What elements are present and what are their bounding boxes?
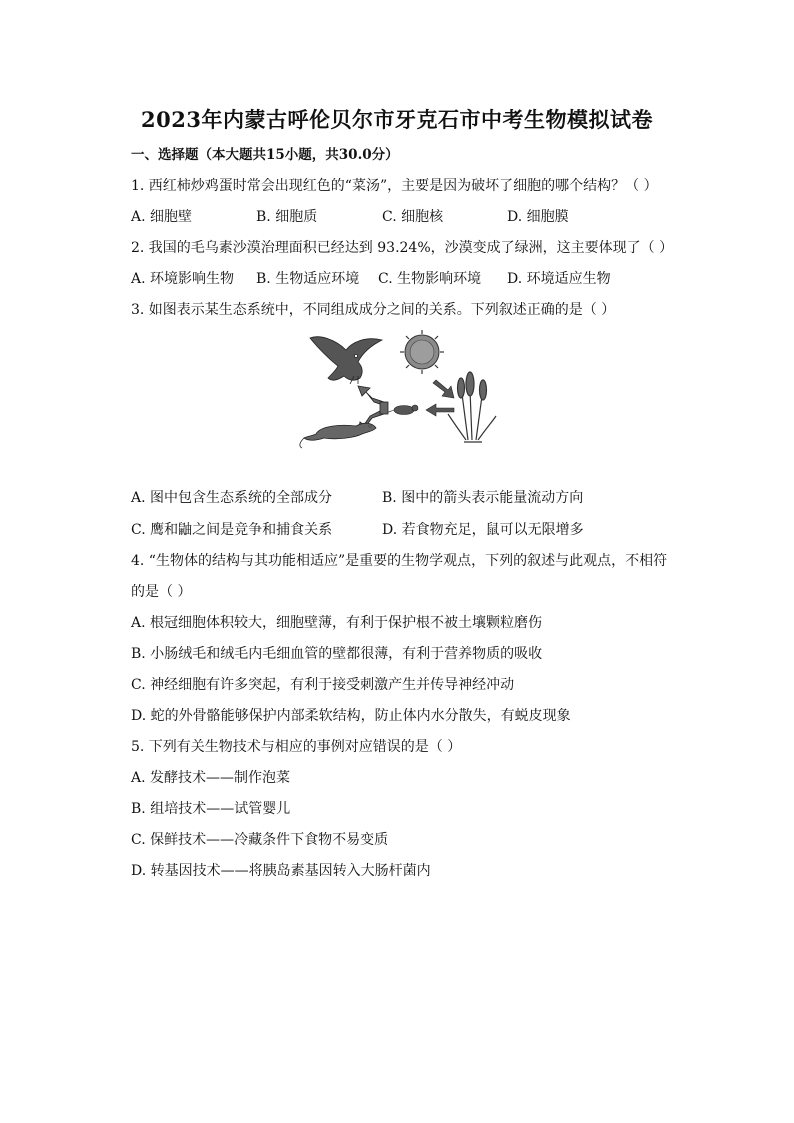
option-a[interactable]: A. 环境影响生物 xyxy=(131,271,235,287)
sun-icon xyxy=(400,330,444,374)
option-d[interactable]: D. 蛇的外骨骼能够保护内部柔软结构，防止体内水分散失，有蜕皮现象 xyxy=(131,708,571,724)
question-1-stem: 1. 西红柿炒鸡蛋时常会出现红色的“菜汤”，主要是因为破坏了细胞的哪个结构？（ ） xyxy=(131,178,658,194)
plant-icon xyxy=(448,372,496,442)
option-d[interactable]: D. 细胞膜 xyxy=(507,209,569,225)
option-b[interactable]: B. 图中的箭头表示能量流动方向 xyxy=(382,490,584,506)
option-b[interactable]: B. 细胞质 xyxy=(256,209,318,225)
option-d[interactable]: D. 转基因技术——将胰岛素基因转入大肠杆菌内 xyxy=(131,863,431,879)
question-5-stem: 5. 下列有关生物技术与相应的事例对应错误的是（ ） xyxy=(131,739,462,755)
option-c[interactable]: C. 神经细胞有许多突起，有利于接受刺激产生并传导神经冲动 xyxy=(131,677,515,693)
section-heading: 一、选择题（本大题共15小题，共30.0分） xyxy=(131,147,399,163)
arrow-icon xyxy=(426,404,454,416)
arrow-icon xyxy=(433,380,454,398)
option-c[interactable]: C. 鹰和鼬之间是竞争和捕食关系 xyxy=(131,522,333,538)
option-a[interactable]: A. 图中包含生态系统的全部成分 xyxy=(131,490,333,506)
page-title: 2023年内蒙古呼伦贝尔市牙克石市中考生物模拟试卷 xyxy=(141,107,653,132)
option-b[interactable]: B. 生物适应环境 xyxy=(256,271,360,287)
option-c[interactable]: C. 细胞核 xyxy=(382,209,444,225)
option-c[interactable]: C. 保鲜技术——冷藏条件下食物不易变质 xyxy=(131,832,389,848)
eagle-icon xyxy=(310,337,382,384)
question-2-stem: 2. 我国的毛乌素沙漠治理面积已经达到 93.24%，沙漠变成了绿洲，这主要体现了（ ） xyxy=(131,240,674,256)
option-d[interactable]: D. 环境适应生物 xyxy=(507,271,611,287)
option-b[interactable]: B. 小肠绒毛和绒毛内毛细血管的壁都很薄，有利于营养物质的吸收 xyxy=(131,646,543,662)
option-a[interactable]: A. 细胞壁 xyxy=(131,209,193,225)
option-a[interactable]: A. 发酵技术——制作泡菜 xyxy=(131,770,291,786)
option-c[interactable]: C. 生物影响环境 xyxy=(378,271,482,287)
weasel-icon xyxy=(300,423,376,448)
question-3-stem: 3. 如图表示某生态系统中，不同组成成分之间的关系。下列叙述正确的是（ ） xyxy=(131,302,616,318)
option-b[interactable]: B. 组培技术——试管婴儿 xyxy=(131,801,291,817)
option-d[interactable]: D. 若食物充足，鼠可以无限增多 xyxy=(382,522,584,538)
option-a[interactable]: A. 根冠细胞体积较大，细胞壁薄，有利于保护根不被土壤颗粒磨伤 xyxy=(131,615,543,631)
question-4-stem: 4. “生物体的结构与其功能相适应”是重要的生物学观点，下列的叙述与此观点，不相符 xyxy=(131,553,668,569)
ecosystem-figure xyxy=(296,330,500,452)
question-4-stem-cont: 的是（ ） xyxy=(131,584,192,600)
